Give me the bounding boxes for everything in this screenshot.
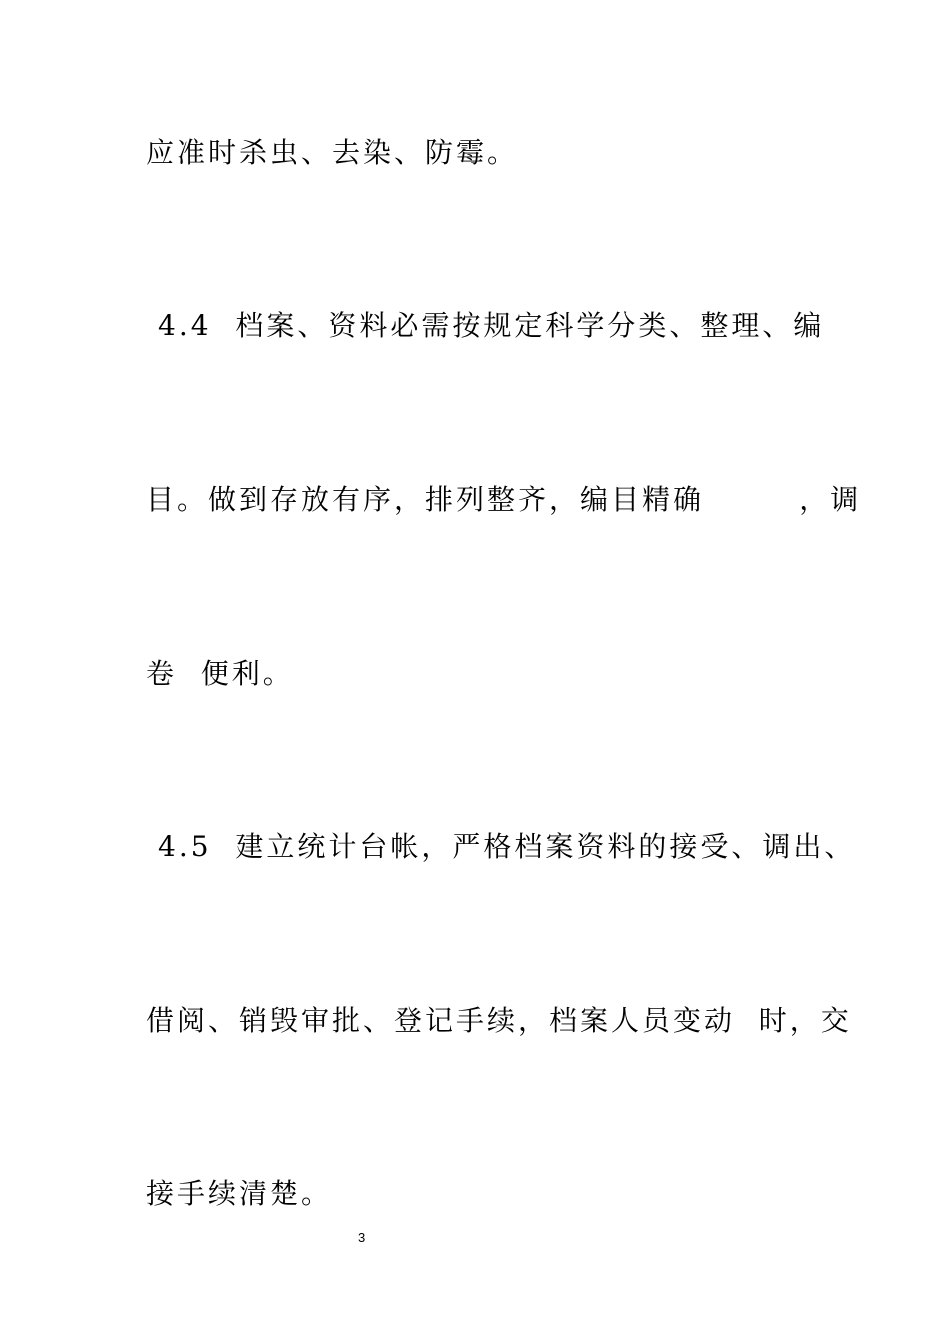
text-line-2: 4.4 档案、资料必需按规定科学分类、整理、编	[158, 309, 825, 342]
text-line-1: 应准时杀虫、去染、防霉。	[146, 136, 519, 169]
text-line-5: 4.5 建立统计台帐，严格档案资料的接受、调出、	[158, 830, 856, 863]
page-number: 3	[358, 1230, 366, 1245]
text-line-3: 目。做到存放有序，排列整齐，编目精确 ，调	[146, 483, 862, 516]
text-line-4: 卷 便利。	[146, 657, 294, 690]
text-line-7: 接手续清楚。	[146, 1177, 333, 1210]
text-line-6: 借阅、销毁审批、登记手续，档案人员变动 时，交	[146, 1004, 852, 1037]
